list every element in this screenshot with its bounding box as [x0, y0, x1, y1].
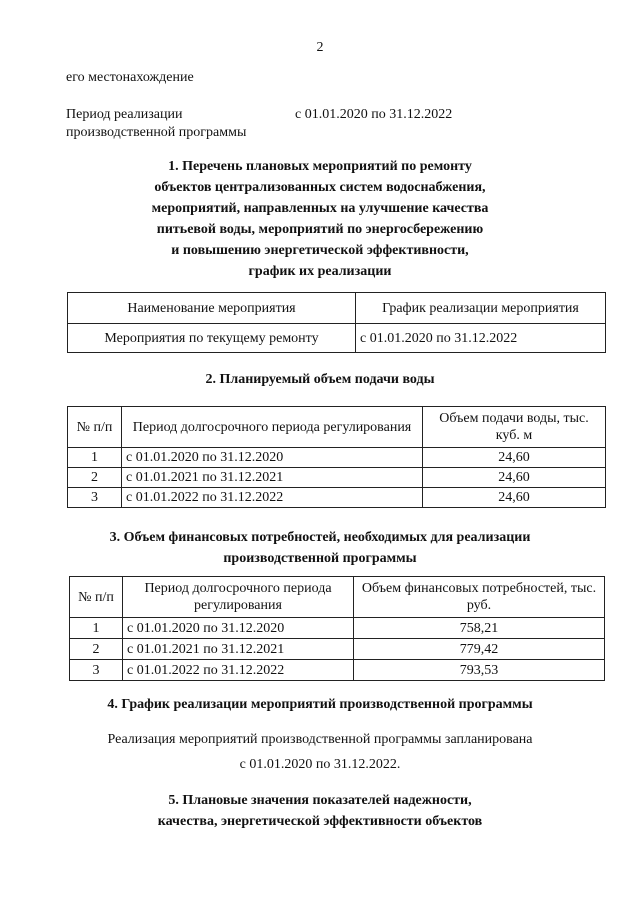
- location-line: его местонахождение: [66, 70, 194, 85]
- section4-title: 4. График реализации мероприятий производственной программы: [107, 697, 533, 712]
- table-cell: Мероприятия по текущему ремонту: [68, 324, 356, 353]
- column-header: Объем финансовых потребностей, тыс. руб.: [354, 577, 605, 618]
- page-number: 2: [316, 40, 324, 55]
- table-header-row: [68, 293, 606, 324]
- period-label-line1: Период реализации: [66, 107, 183, 122]
- section3-title-line: производственной программы: [223, 551, 417, 566]
- section4-text-line2: с 01.01.2020 по 31.12.2022.: [239, 757, 401, 772]
- table-row: [68, 324, 606, 353]
- table-cell: 1: [68, 448, 122, 468]
- section1-title-line: график их реализации: [248, 264, 392, 279]
- section5-title-line: качества, энергетической эффективности объектов: [157, 814, 483, 829]
- table-row: [70, 618, 605, 639]
- table-cell: 24,60: [423, 488, 606, 508]
- section4-text-line1: Реализация мероприятий производственной программы запланирована: [107, 732, 533, 747]
- section1-title-line: объектов централизованных систем водоснабжения,: [154, 180, 486, 195]
- table-cell: с 01.01.2022 по 31.12.2022: [122, 488, 423, 508]
- water-supply-table: [67, 406, 606, 508]
- table-header-row: [68, 407, 606, 448]
- table-row: [70, 660, 605, 681]
- table-cell: 3: [68, 488, 122, 508]
- section5-title: [0, 790, 640, 832]
- section3-title-line: 3. Объем финансовых потребностей, необходимых для реализации: [109, 530, 531, 545]
- table-cell: с 01.01.2020 по 31.12.2020: [123, 618, 354, 639]
- financial-needs-table: [69, 576, 605, 681]
- section2-title: 2. Планируемый объем подачи воды: [205, 372, 435, 387]
- table-cell: 2: [70, 639, 123, 660]
- section1-title-line: мероприятий, направленных на улучшение качества: [151, 201, 489, 216]
- column-header: Период долгосрочного периода регулирования: [122, 407, 423, 448]
- section1-title-line: 1. Перечень плановых мероприятий по ремонту: [168, 159, 472, 174]
- period-label-line2: производственной программы: [66, 125, 247, 140]
- column-header: № п/п: [68, 407, 122, 448]
- section1-title-line: и повышению энергетической эффективности,: [171, 243, 469, 258]
- section3-title: [0, 527, 640, 569]
- column-header: График реализации мероприятия: [356, 293, 606, 324]
- column-header: Период долгосрочного периода регулирования: [123, 577, 354, 618]
- section1-title: [0, 156, 640, 282]
- table-cell: 793,53: [354, 660, 605, 681]
- table-cell: с 01.01.2020 по 31.12.2020: [122, 448, 423, 468]
- table-cell: с 01.01.2021 по 31.12.2021: [123, 639, 354, 660]
- table-cell: 3: [70, 660, 123, 681]
- table-cell: 24,60: [423, 448, 606, 468]
- table-row: [70, 639, 605, 660]
- table-cell: 24,60: [423, 468, 606, 488]
- table-cell: с 01.01.2020 по 31.12.2022: [356, 324, 606, 353]
- measures-table: [67, 292, 606, 353]
- section5-title-line: 5. Плановые значения показателей надежности,: [168, 793, 472, 808]
- column-header: Наименование мероприятия: [68, 293, 356, 324]
- table-cell: 758,21: [354, 618, 605, 639]
- table-cell: 1: [70, 618, 123, 639]
- table-cell: 779,42: [354, 639, 605, 660]
- table-cell: 2: [68, 468, 122, 488]
- table-cell: с 01.01.2022 по 31.12.2022: [123, 660, 354, 681]
- column-header: Объем подачи воды, тыс. куб. м: [423, 407, 606, 448]
- column-header: № п/п: [70, 577, 123, 618]
- section1-title-line: питьевой воды, мероприятий по энергосбережению: [156, 222, 484, 237]
- table-cell: с 01.01.2021 по 31.12.2021: [122, 468, 423, 488]
- period-value: с 01.01.2020 по 31.12.2022: [295, 107, 453, 122]
- table-row: [68, 488, 606, 508]
- table-row: [68, 448, 606, 468]
- table-row: [68, 468, 606, 488]
- table-header-row: [70, 577, 605, 618]
